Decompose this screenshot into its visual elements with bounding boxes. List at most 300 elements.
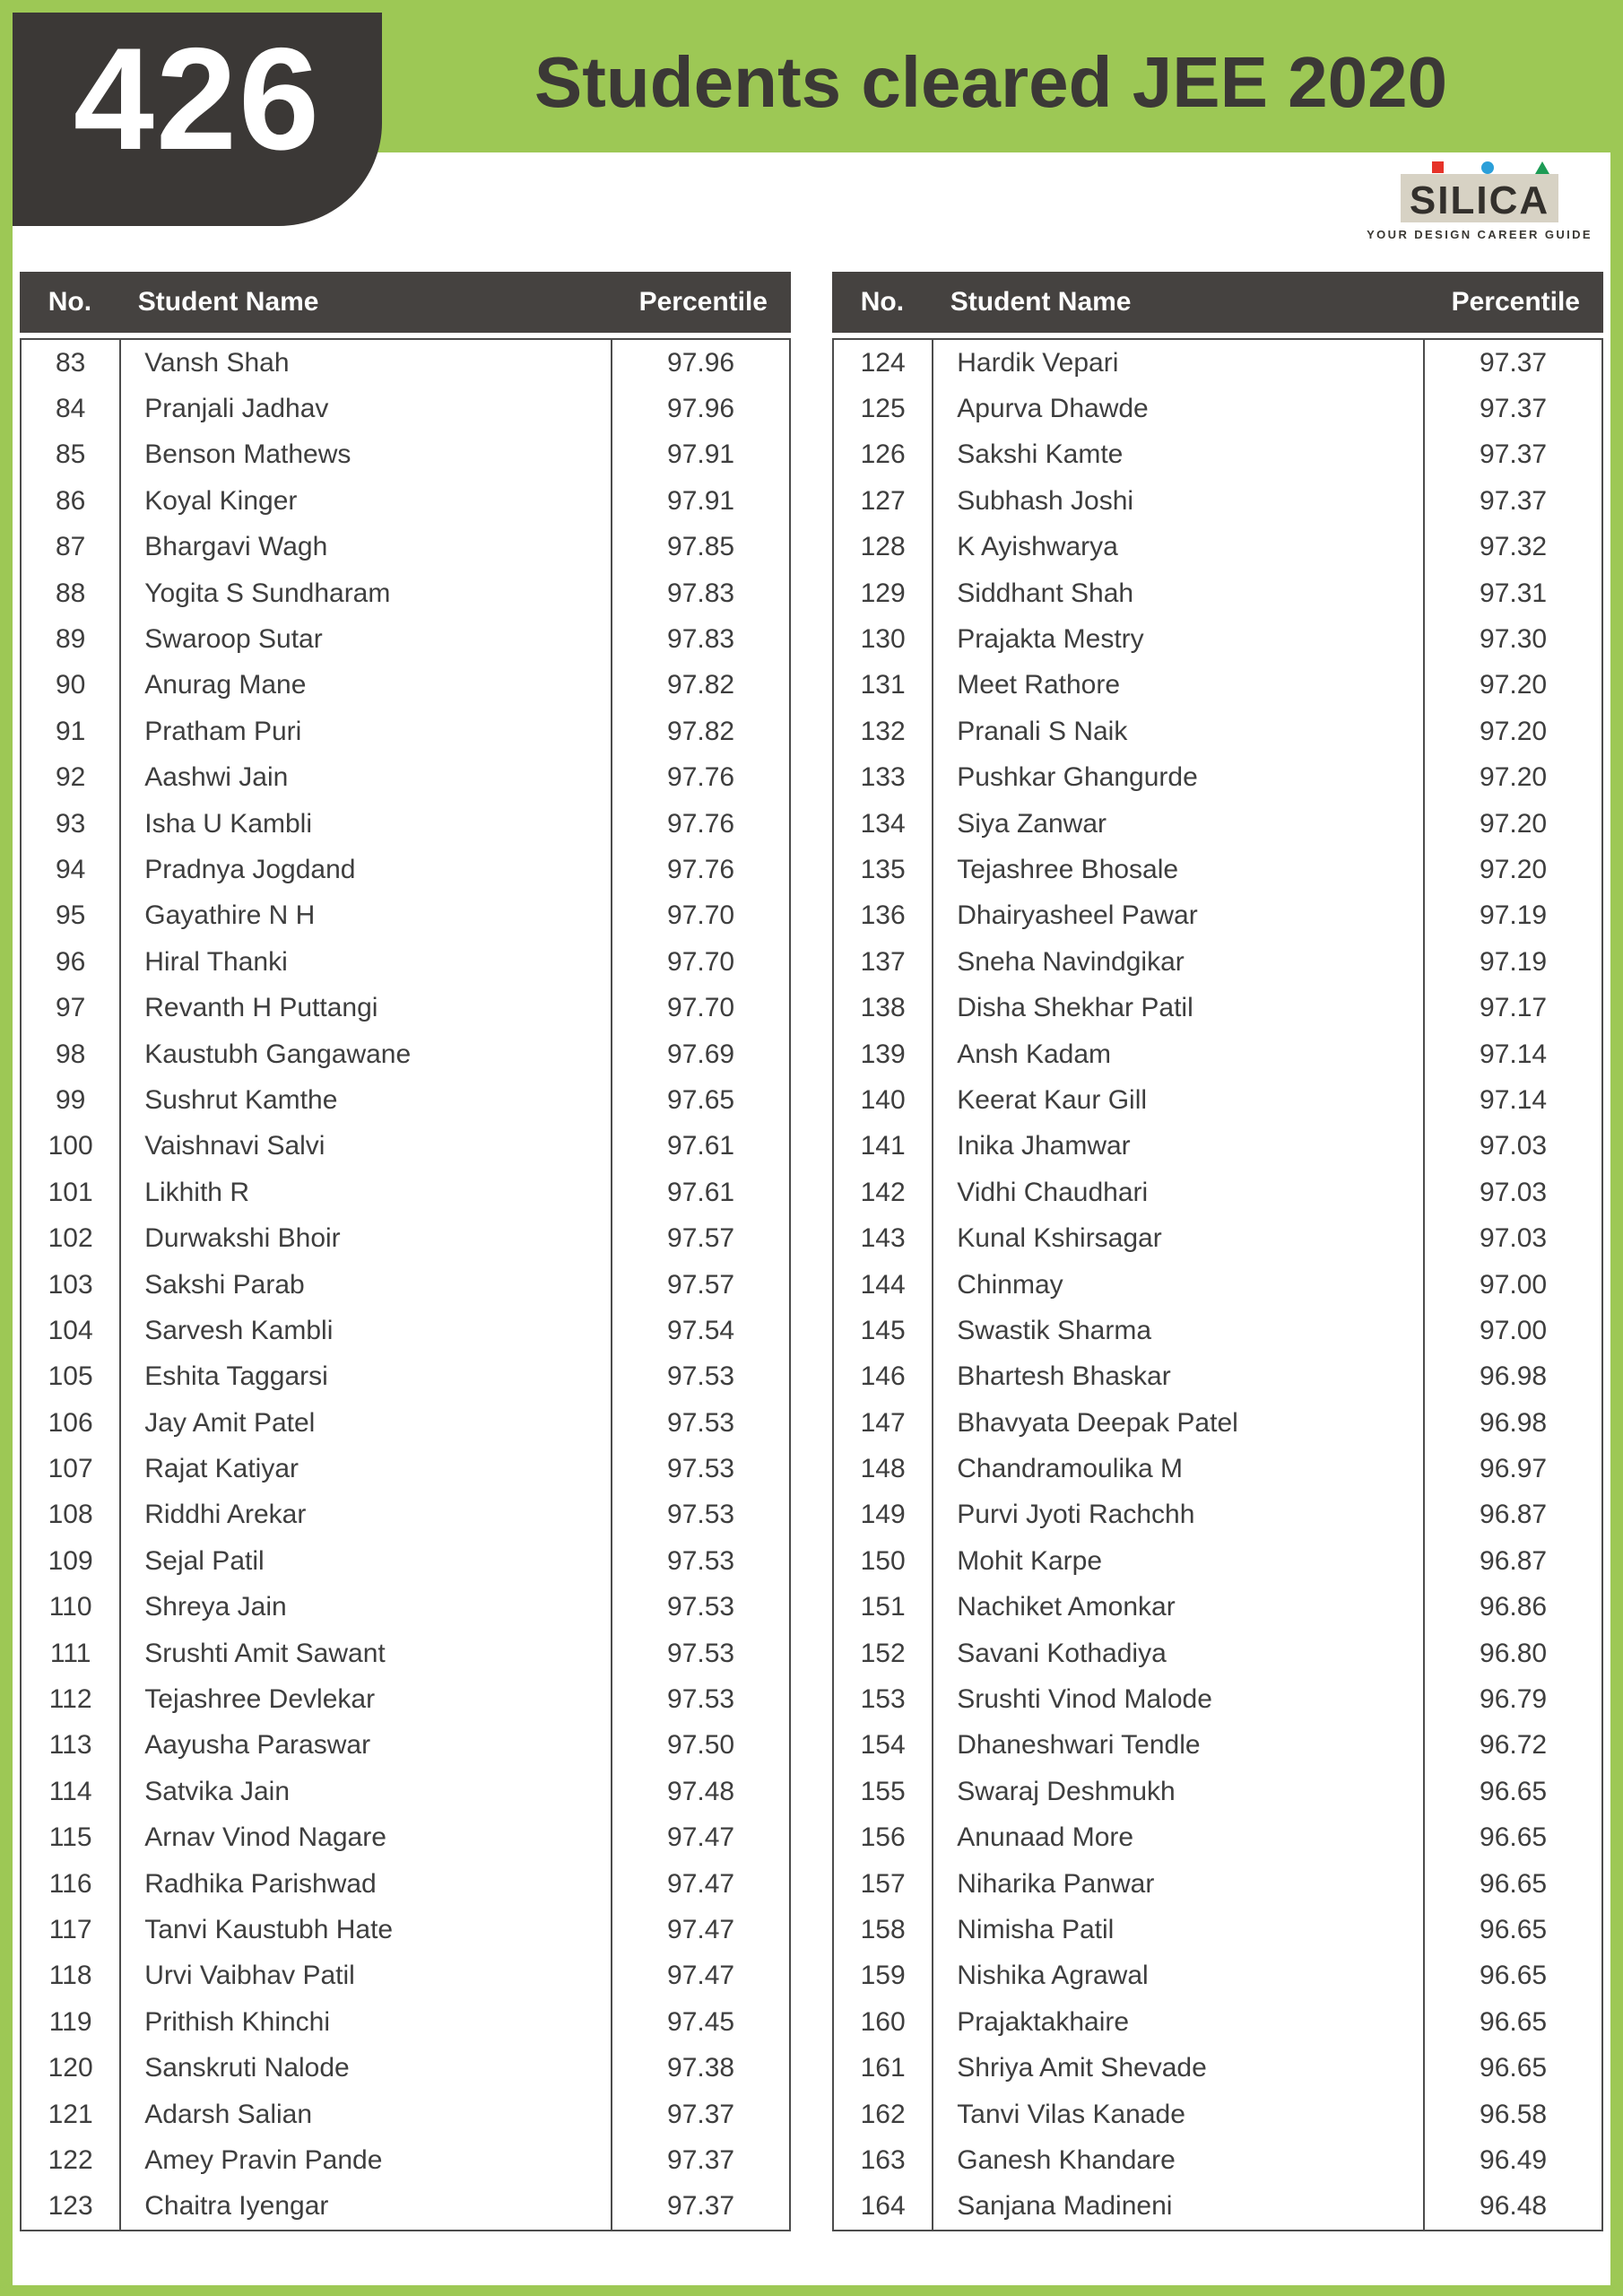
percentile-value: 97.17	[1480, 993, 1548, 1023]
student-name: Jay Amit Patel	[121, 1400, 612, 1446]
row-number: 127	[834, 478, 933, 524]
percentile-value: 96.65	[1480, 1868, 1548, 1899]
percentile-value: 97.53	[667, 1638, 735, 1668]
table-row	[834, 1723, 1601, 1769]
table-row	[834, 893, 1601, 939]
table-row	[22, 1631, 789, 1676]
row-number: 146	[834, 1354, 933, 1400]
table-row	[834, 1815, 1601, 1861]
student-name: Adarsh Salian	[121, 2092, 612, 2137]
percentile-value: 97.54	[667, 1315, 735, 1345]
table-row	[834, 1953, 1601, 1999]
row-number: 91	[22, 709, 121, 754]
results-table-right	[832, 272, 1603, 2231]
percentile-value: 97.53	[667, 1407, 735, 1438]
student-name: Nishika Agrawal	[933, 1953, 1425, 1999]
percentile-value: 96.86	[1480, 1592, 1548, 1622]
student-name: Swaroop Sutar	[121, 616, 612, 662]
student-name: Kaustubh Gangawane	[121, 1031, 612, 1077]
row-number: 103	[22, 1262, 121, 1308]
student-name: Isha U Kambli	[121, 801, 612, 847]
row-number: 129	[834, 570, 933, 616]
row-number: 101	[22, 1170, 121, 1215]
student-name: Bhartesh Bhaskar	[933, 1354, 1425, 1400]
percentile-value: 97.53	[667, 1361, 735, 1392]
percentile-value: 97.96	[667, 347, 735, 378]
percentile-value: 97.53	[667, 1500, 735, 1530]
table-row	[22, 1354, 789, 1400]
percentile-value: 97.76	[667, 762, 735, 793]
student-name: Anunaad More	[933, 1815, 1425, 1861]
percentile-value: 97.48	[667, 1776, 735, 1806]
student-name: Apurva Dhawde	[933, 386, 1425, 431]
table-row	[22, 1953, 789, 1999]
percentile-value: 97.20	[1480, 670, 1548, 700]
percentile-value: 97.37	[1480, 347, 1548, 378]
row-number: 161	[834, 2045, 933, 2091]
percentile-value: 96.49	[1480, 2144, 1548, 2175]
student-name: Eshita Taggarsi	[121, 1354, 612, 1400]
table-row	[22, 893, 789, 939]
percentile-value: 96.98	[1480, 1361, 1548, 1392]
student-name: Pranjali Jadhav	[121, 386, 612, 431]
percentile-value: 96.79	[1480, 1684, 1548, 1715]
student-name: Chinmay	[933, 1262, 1425, 1308]
table-row	[834, 1907, 1601, 1952]
table-row	[22, 663, 789, 709]
table-row	[834, 570, 1601, 616]
column-header-student-name: Student Name	[137, 287, 319, 317]
table-row	[834, 1585, 1601, 1631]
student-name: Shreya Jain	[121, 1585, 612, 1631]
percentile-value: 97.53	[667, 1684, 735, 1715]
table-row	[834, 1124, 1601, 1170]
row-number: 90	[22, 663, 121, 709]
table-row	[22, 2045, 789, 2091]
column-header-no: No.	[48, 287, 92, 317]
percentile-value: 97.14	[1480, 1084, 1548, 1115]
row-number: 134	[834, 801, 933, 847]
table-row	[22, 1077, 789, 1123]
row-number: 93	[22, 801, 121, 847]
table-row	[22, 2184, 789, 2230]
table-row	[22, 1262, 789, 1308]
row-number: 100	[22, 1124, 121, 1170]
content-area	[13, 13, 1610, 2285]
percentile-value: 97.50	[667, 1730, 735, 1761]
row-number: 140	[834, 1077, 933, 1123]
row-number: 128	[834, 525, 933, 570]
percentile-value: 96.65	[1480, 1776, 1548, 1806]
row-number: 132	[834, 709, 933, 754]
column-header-student-name: Student Name	[950, 287, 1132, 317]
row-number: 115	[22, 1815, 121, 1861]
row-number: 158	[834, 1907, 933, 1952]
row-number: 141	[834, 1124, 933, 1170]
table-row	[22, 1861, 789, 1907]
row-number: 160	[834, 1999, 933, 2045]
table-row	[834, 801, 1601, 847]
row-number: 131	[834, 663, 933, 709]
table-row	[22, 478, 789, 524]
student-name: Revanth H Puttangi	[121, 985, 612, 1031]
table-row	[834, 2184, 1601, 2230]
percentile-value: 96.87	[1480, 1500, 1548, 1530]
table-row	[834, 755, 1601, 801]
row-number: 136	[834, 893, 933, 939]
row-number: 96	[22, 939, 121, 985]
table-row	[22, 616, 789, 662]
table-row	[22, 2092, 789, 2137]
table-body	[832, 338, 1603, 2231]
percentile-value: 97.53	[667, 1592, 735, 1622]
row-number: 124	[834, 340, 933, 386]
student-name: Disha Shekhar Patil	[933, 985, 1425, 1031]
row-number: 130	[834, 616, 933, 662]
table-row	[834, 2092, 1601, 2137]
percentile-value: 97.20	[1480, 808, 1548, 839]
percentile-value: 97.70	[667, 900, 735, 931]
student-name: Urvi Vaibhav Patil	[121, 1953, 612, 1999]
table-row	[22, 1400, 789, 1446]
table-row	[22, 709, 789, 754]
student-name: Savani Kothadiya	[933, 1631, 1425, 1676]
student-name: Yogita S Sundharam	[121, 570, 612, 616]
page-title: Students cleared JEE 2020	[534, 42, 1448, 122]
student-name: Amey Pravin Pande	[121, 2137, 612, 2183]
student-name: Shriya Amit Shevade	[933, 2045, 1425, 2091]
percentile-value: 97.47	[667, 1822, 735, 1853]
table-row	[22, 1723, 789, 1769]
student-name: Purvi Jyoti Rachchh	[933, 1492, 1425, 1538]
student-name: Koyal Kinger	[121, 478, 612, 524]
row-number: 122	[22, 2137, 121, 2183]
student-name: Aayusha Paraswar	[121, 1723, 612, 1769]
percentile-value: 96.98	[1480, 1407, 1548, 1438]
row-number: 144	[834, 1262, 933, 1308]
table-row	[22, 1538, 789, 1584]
row-number: 142	[834, 1170, 933, 1215]
row-number: 89	[22, 616, 121, 662]
student-name: Keerat Kaur Gill	[933, 1077, 1425, 1123]
student-name: Benson Mathews	[121, 432, 612, 478]
student-name: Mohit Karpe	[933, 1538, 1425, 1584]
percentile-value: 96.65	[1480, 2053, 1548, 2083]
row-number: 153	[834, 1676, 933, 1722]
row-number: 120	[22, 2045, 121, 2091]
table-row	[834, 985, 1601, 1031]
student-name: Prajakta Mestry	[933, 616, 1425, 662]
table-row	[834, 1400, 1601, 1446]
student-name: Arnav Vinod Nagare	[121, 1815, 612, 1861]
percentile-value: 97.96	[667, 394, 735, 424]
row-number: 151	[834, 1585, 933, 1631]
row-number: 85	[22, 432, 121, 478]
row-number: 116	[22, 1861, 121, 1907]
row-number: 155	[834, 1769, 933, 1814]
table-row	[22, 1585, 789, 1631]
percentile-value: 97.20	[1480, 854, 1548, 884]
percentile-value: 97.30	[1480, 624, 1548, 655]
table-row	[834, 1031, 1601, 1077]
table-row	[834, 386, 1601, 431]
row-number: 156	[834, 1815, 933, 1861]
table-row	[22, 1124, 789, 1170]
table-row	[22, 2137, 789, 2183]
percentile-value: 97.83	[667, 578, 735, 608]
student-name: Sejal Patil	[121, 1538, 612, 1584]
percentile-value: 97.53	[667, 1454, 735, 1484]
percentile-value: 97.47	[667, 1914, 735, 1944]
row-number: 109	[22, 1538, 121, 1584]
table-row	[22, 1215, 789, 1261]
student-name: Hardik Vepari	[933, 340, 1425, 386]
row-number: 137	[834, 939, 933, 985]
percentile-value: 97.47	[667, 1868, 735, 1899]
table-row	[834, 1631, 1601, 1676]
row-number: 105	[22, 1354, 121, 1400]
percentile-value: 97.53	[667, 1545, 735, 1576]
student-name: Nachiket Amonkar	[933, 1585, 1425, 1631]
percentile-value: 97.85	[667, 532, 735, 562]
table-header	[20, 272, 791, 333]
student-name: Radhika Parishwad	[121, 1861, 612, 1907]
student-name: Sushrut Kamthe	[121, 1077, 612, 1123]
row-number: 125	[834, 386, 933, 431]
percentile-value: 97.20	[1480, 762, 1548, 793]
percentile-value: 97.03	[1480, 1223, 1548, 1254]
percentile-value: 97.47	[667, 1961, 735, 1991]
student-name: Durwakshi Bhoir	[121, 1215, 612, 1261]
table-row	[22, 1492, 789, 1538]
row-number: 102	[22, 1215, 121, 1261]
table-row	[22, 1999, 789, 2045]
logo-square-mark	[1432, 161, 1444, 173]
student-name: Sanskruti Nalode	[121, 2045, 612, 2091]
row-number: 87	[22, 525, 121, 570]
percentile-value: 97.19	[1480, 946, 1548, 977]
row-number: 84	[22, 386, 121, 431]
percentile-value: 96.58	[1480, 2099, 1548, 2129]
row-number: 154	[834, 1723, 933, 1769]
table-body	[20, 338, 791, 2231]
table-row	[834, 1308, 1601, 1353]
student-name: Prajaktakhaire	[933, 1999, 1425, 2045]
row-number: 117	[22, 1907, 121, 1952]
student-name: Prithish Khinchi	[121, 1999, 612, 2045]
student-name: Sanjana Madineni	[933, 2184, 1425, 2230]
row-number: 97	[22, 985, 121, 1031]
table-row	[22, 1676, 789, 1722]
row-number: 110	[22, 1585, 121, 1631]
student-name: Pratham Puri	[121, 709, 612, 754]
student-name: Sakshi Parab	[121, 1262, 612, 1308]
table-row	[834, 709, 1601, 754]
row-number: 123	[22, 2184, 121, 2230]
percentile-value: 97.37	[667, 2191, 735, 2222]
column-header-no: No.	[860, 287, 905, 317]
percentile-value: 97.82	[667, 670, 735, 700]
percentile-value: 96.65	[1480, 1822, 1548, 1853]
student-name: Subhash Joshi	[933, 478, 1425, 524]
student-name: Sneha Navindgikar	[933, 939, 1425, 985]
row-number: 104	[22, 1308, 121, 1353]
row-number: 133	[834, 755, 933, 801]
student-name: Meet Rathore	[933, 663, 1425, 709]
table-row	[22, 985, 789, 1031]
row-number: 121	[22, 2092, 121, 2137]
table-row	[834, 1676, 1601, 1722]
percentile-value: 96.72	[1480, 1730, 1548, 1761]
table-row	[22, 1031, 789, 1077]
row-number: 92	[22, 755, 121, 801]
table-row	[22, 939, 789, 985]
percentile-value: 97.70	[667, 993, 735, 1023]
student-name: Dhaneshwari Tendle	[933, 1723, 1425, 1769]
student-name: Anurag Mane	[121, 663, 612, 709]
row-number: 112	[22, 1676, 121, 1722]
percentile-value: 97.03	[1480, 1177, 1548, 1207]
table-row	[834, 847, 1601, 892]
logo-tagline: YOUR DESIGN CAREER GUIDE	[1367, 228, 1593, 241]
percentile-value: 96.48	[1480, 2191, 1548, 2222]
student-name: Vaishnavi Salvi	[121, 1124, 612, 1170]
percentile-value: 97.37	[1480, 485, 1548, 516]
table-row	[834, 1262, 1601, 1308]
percentile-value: 97.91	[667, 439, 735, 470]
student-name: Niharika Panwar	[933, 1861, 1425, 1907]
row-number: 86	[22, 478, 121, 524]
row-number: 99	[22, 1077, 121, 1123]
table-row	[834, 1077, 1601, 1123]
percentile-value: 97.14	[1480, 1039, 1548, 1069]
table-row	[22, 1815, 789, 1861]
table-row	[834, 616, 1601, 662]
table-row	[834, 1492, 1601, 1538]
table-row	[22, 755, 789, 801]
percentile-value: 97.61	[667, 1131, 735, 1161]
logo-triangle-mark	[1535, 161, 1549, 174]
table-row	[834, 1861, 1601, 1907]
student-name: Srushti Vinod Malode	[933, 1676, 1425, 1722]
student-name: Tanvi Vilas Kanade	[933, 2092, 1425, 2137]
percentile-value: 97.69	[667, 1039, 735, 1069]
percentile-value: 97.91	[667, 485, 735, 516]
percentile-value: 97.37	[1480, 394, 1548, 424]
row-number: 159	[834, 1953, 933, 1999]
table-row	[22, 801, 789, 847]
student-name: Inika Jhamwar	[933, 1124, 1425, 1170]
table-row	[834, 478, 1601, 524]
row-number: 94	[22, 847, 121, 892]
student-name: Bhargavi Wagh	[121, 525, 612, 570]
percentile-value: 97.37	[1480, 439, 1548, 470]
logo-circle-mark	[1481, 161, 1494, 174]
table-row	[22, 432, 789, 478]
student-name: Pradnya Jogdand	[121, 847, 612, 892]
student-name: Tejashree Bhosale	[933, 847, 1425, 892]
table-row	[834, 525, 1601, 570]
student-name: Nimisha Patil	[933, 1907, 1425, 1952]
row-number: 157	[834, 1861, 933, 1907]
student-name: Ganesh Khandare	[933, 2137, 1425, 2183]
results-tables	[20, 272, 1603, 2231]
percentile-value: 97.19	[1480, 900, 1548, 931]
student-name: Kunal Kshirsagar	[933, 1215, 1425, 1261]
percentile-value: 97.76	[667, 808, 735, 839]
results-table-left	[20, 272, 791, 2231]
percentile-value: 97.32	[1480, 532, 1548, 562]
row-number: 150	[834, 1538, 933, 1584]
row-number: 114	[22, 1769, 121, 1814]
row-number: 95	[22, 893, 121, 939]
row-number: 118	[22, 1953, 121, 1999]
row-number: 145	[834, 1308, 933, 1353]
percentile-value: 97.00	[1480, 1315, 1548, 1345]
percentile-value: 97.83	[667, 624, 735, 655]
table-row	[22, 570, 789, 616]
student-name: Chaitra Iyengar	[121, 2184, 612, 2230]
student-name: Swaraj Deshmukh	[933, 1769, 1425, 1814]
percentile-value: 97.57	[667, 1269, 735, 1300]
percentile-value: 97.45	[667, 2006, 735, 2037]
student-name: Pranali S Naik	[933, 709, 1425, 754]
logo-wordmark: SILICA	[1401, 174, 1558, 222]
student-name: Swastik Sharma	[933, 1308, 1425, 1353]
row-number: 119	[22, 1999, 121, 2045]
table-row	[834, 939, 1601, 985]
row-number: 163	[834, 2137, 933, 2183]
student-name: Pushkar Ghangurde	[933, 755, 1425, 801]
row-number: 138	[834, 985, 933, 1031]
percentile-value: 97.61	[667, 1177, 735, 1207]
table-row	[834, 1170, 1601, 1215]
student-name: Sakshi Kamte	[933, 432, 1425, 478]
table-row	[22, 1446, 789, 1492]
table-row	[834, 2137, 1601, 2183]
silica-logo	[1367, 174, 1593, 241]
student-name: Aashwi Jain	[121, 755, 612, 801]
percentile-value: 96.80	[1480, 1638, 1548, 1668]
row-number: 106	[22, 1400, 121, 1446]
table-row	[834, 1538, 1601, 1584]
table-row	[22, 1170, 789, 1215]
table-row	[834, 1354, 1601, 1400]
percentile-value: 97.65	[667, 1084, 735, 1115]
table-row	[22, 1308, 789, 1353]
student-name: Siya Zanwar	[933, 801, 1425, 847]
student-name: Satvika Jain	[121, 1769, 612, 1814]
percentile-value: 96.65	[1480, 1961, 1548, 1991]
row-number: 111	[22, 1631, 121, 1676]
row-number: 107	[22, 1446, 121, 1492]
percentile-value: 97.76	[667, 854, 735, 884]
count-badge: 426	[13, 13, 382, 226]
percentile-value: 97.31	[1480, 578, 1548, 608]
student-name: Ansh Kadam	[933, 1031, 1425, 1077]
row-number: 139	[834, 1031, 933, 1077]
table-row	[834, 1999, 1601, 2045]
student-name: Likhith R	[121, 1170, 612, 1215]
percentile-value: 97.37	[667, 2144, 735, 2175]
table-row	[834, 432, 1601, 478]
row-number: 149	[834, 1492, 933, 1538]
student-name: Hiral Thanki	[121, 939, 612, 985]
student-name: Tanvi Kaustubh Hate	[121, 1907, 612, 1952]
student-name: Gayathire N H	[121, 893, 612, 939]
student-name: Riddhi Arekar	[121, 1492, 612, 1538]
student-name: K Ayishwarya	[933, 525, 1425, 570]
